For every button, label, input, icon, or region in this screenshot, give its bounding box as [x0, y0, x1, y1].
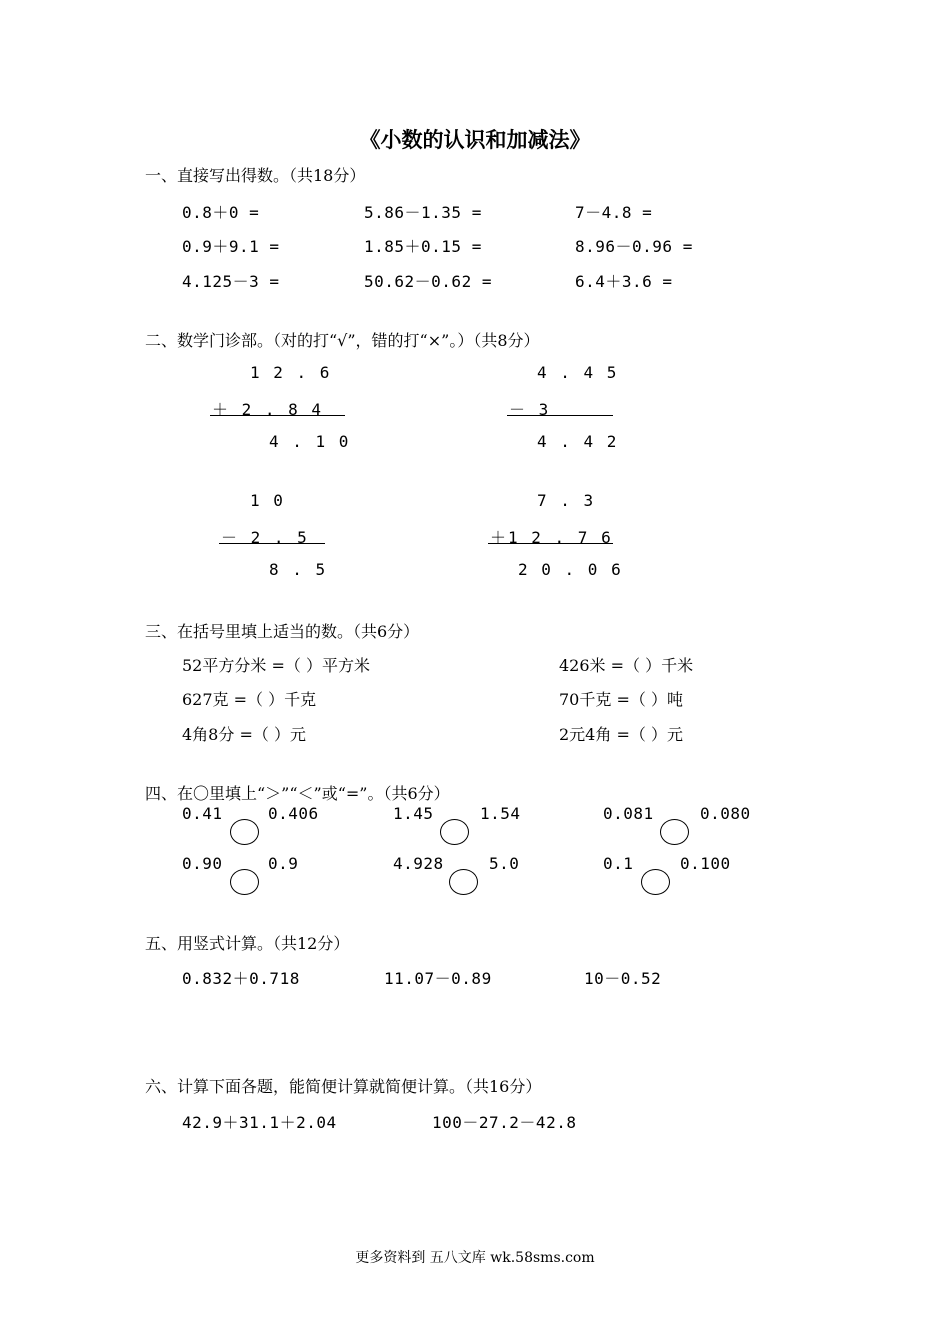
- vertical-top-number: 7 . 3: [537, 491, 596, 510]
- vertical-top-number: 1 0: [250, 491, 285, 510]
- calc-item: 50.62－0.62 =: [364, 272, 492, 291]
- compare-left: 0.081: [603, 804, 654, 823]
- conversion-item: 2元4角 =（ ）元: [559, 725, 683, 744]
- compare-right: 1.54: [480, 804, 521, 823]
- column-calc-item: 0.832＋0.718: [182, 969, 300, 988]
- compare-circle[interactable]: [230, 869, 259, 895]
- vertical-result: 4 . 1 0: [269, 432, 351, 451]
- vertical-operand: ＋1 2 . 7 6: [490, 528, 613, 547]
- section-4-heading: 四、在〇里填上“＞”“＜”或“=”。（共6分）: [145, 784, 450, 803]
- section-1-heading: 一、直接写出得数。（共18分）: [145, 166, 366, 185]
- footer-text: 更多资料到 五八文库 wk.58sms.com: [355, 1250, 595, 1266]
- conversion-item: 70千克 =（ ）吨: [559, 690, 683, 709]
- compare-left: 4.928: [393, 854, 444, 873]
- compare-circle[interactable]: [440, 819, 469, 845]
- conversion-item: 52平方分米 =（ ）平方米: [182, 656, 370, 675]
- column-calc-item: 10－0.52: [584, 969, 662, 988]
- column-calc-item: 11.07－0.89: [384, 969, 492, 988]
- conversion-item: 426米 =（ ）千米: [559, 656, 694, 675]
- compare-right: 5.0: [489, 854, 520, 873]
- compare-right: 0.080: [700, 804, 751, 823]
- compare-left: 0.1: [603, 854, 634, 873]
- calc-item: 0.8＋0 =: [182, 203, 260, 222]
- compare-right: 0.9: [268, 854, 299, 873]
- vertical-underline: [210, 415, 345, 416]
- calc-item: 0.9＋9.1 =: [182, 237, 280, 256]
- compare-circle[interactable]: [230, 819, 259, 845]
- section-2-heading: 二、数学门诊部。（对的打“√”，错的打“×”。）（共8分）: [145, 331, 540, 350]
- calc-item: 6.4＋3.6 =: [575, 272, 673, 291]
- calc-item: 1.85＋0.15 =: [364, 237, 482, 256]
- compare-right: 0.100: [680, 854, 731, 873]
- calc-item: 8.96－0.96 =: [575, 237, 693, 256]
- vertical-result: 2 0 . 0 6: [518, 560, 623, 579]
- vertical-underline: [507, 415, 613, 416]
- compare-left: 1.45: [393, 804, 434, 823]
- vertical-underline: [219, 543, 325, 544]
- simplify-calc-item: 100－27.2－42.8: [432, 1113, 577, 1132]
- simplify-calc-item: 42.9＋31.1＋2.04: [182, 1113, 337, 1132]
- vertical-operand: ＋ 2 . 8 4: [212, 400, 324, 419]
- vertical-top-number: 1 2 . 6: [250, 363, 332, 382]
- compare-circle[interactable]: [660, 819, 689, 845]
- section-6-heading: 六、计算下面各题，能简便计算就简便计算。（共16分）: [145, 1077, 542, 1096]
- compare-circle[interactable]: [641, 869, 670, 895]
- conversion-item: 4角8分 =（ ）元: [182, 725, 306, 744]
- vertical-operand: － 3: [509, 400, 551, 419]
- calc-item: 5.86－1.35 =: [364, 203, 482, 222]
- calc-item: 7－4.8 =: [575, 203, 653, 222]
- calc-item: 4.125－3 =: [182, 272, 280, 291]
- compare-left: 0.90: [182, 854, 223, 873]
- vertical-result: 4 . 4 2: [537, 432, 619, 451]
- vertical-operand: － 2 . 5: [221, 528, 309, 547]
- vertical-underline: [488, 543, 613, 544]
- compare-left: 0.41: [182, 804, 223, 823]
- section-5-heading: 五、用竖式计算。（共12分）: [145, 934, 350, 953]
- section-3-heading: 三、在括号里填上适当的数。（共6分）: [145, 622, 420, 641]
- compare-circle[interactable]: [449, 869, 478, 895]
- compare-right: 0.406: [268, 804, 319, 823]
- conversion-item: 627克 =（ ）千克: [182, 690, 317, 709]
- vertical-top-number: 4 . 4 5: [537, 363, 619, 382]
- page-title: 《小数的认识和加减法》: [359, 127, 591, 152]
- vertical-result: 8 . 5: [269, 560, 328, 579]
